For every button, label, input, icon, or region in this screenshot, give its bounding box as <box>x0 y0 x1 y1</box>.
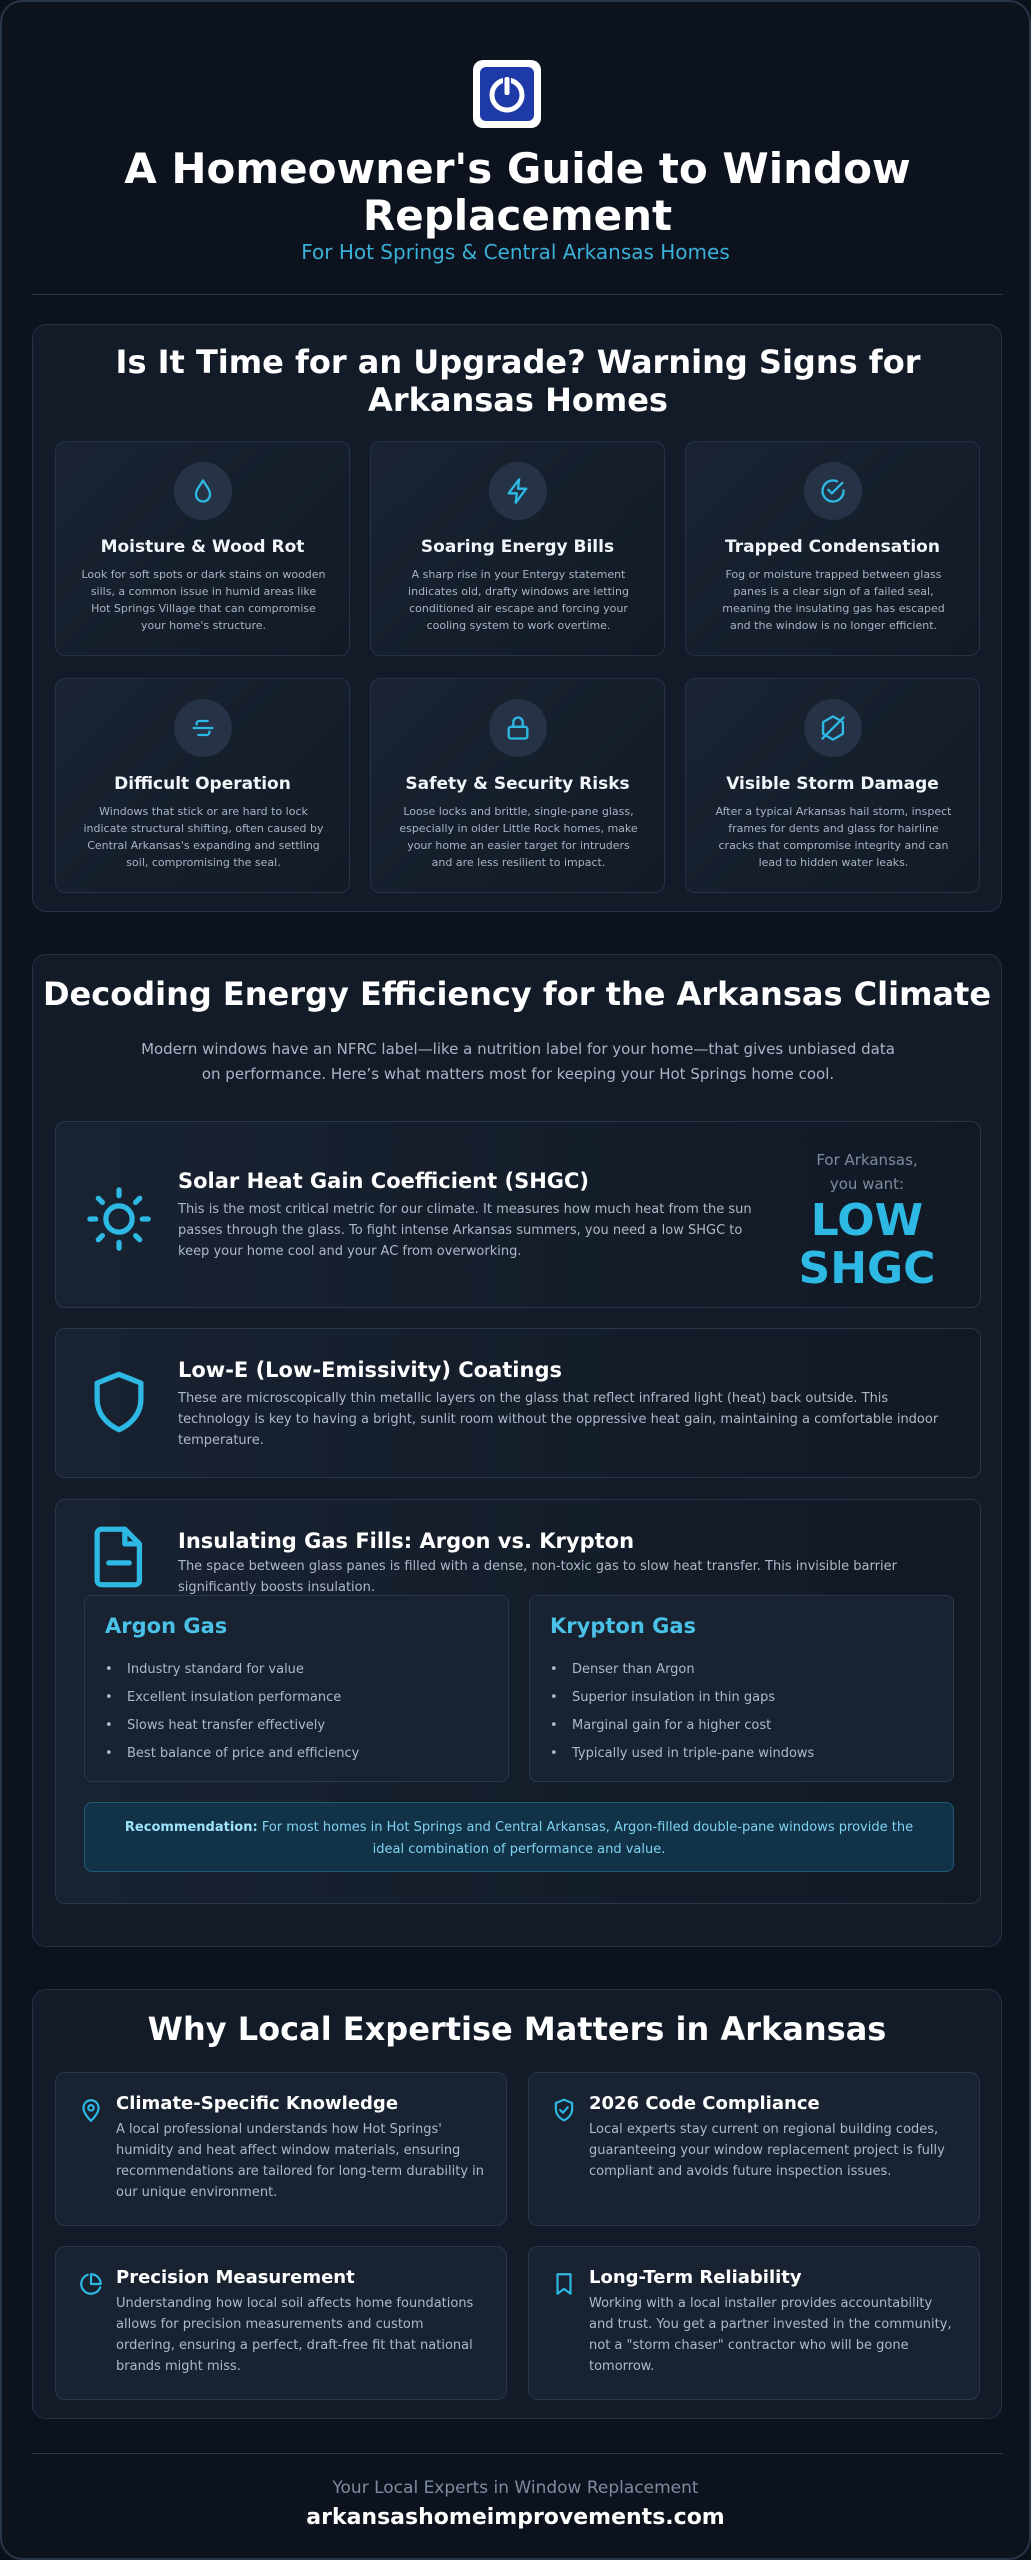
energy-efficiency-section <box>32 954 1002 1947</box>
warning-card <box>55 678 350 893</box>
footer-divider <box>32 2453 1003 2454</box>
section-title: Why Local Expertise Matters in Arkansas <box>147 2010 887 2048</box>
warning-card-title: Soaring Energy Bills <box>420 537 615 557</box>
section-title: Is It Time for an Upgrade? Warning Signs for Arkansas Homes <box>115 343 921 419</box>
list-item: • Slows heat transfer effectively <box>105 1712 359 1740</box>
divider <box>32 294 1003 295</box>
expertise-card <box>528 2246 980 2400</box>
gas-title: Insulating Gas Fills: Argon vs. Krypton <box>178 1529 635 1553</box>
document-icon <box>84 1522 154 1596</box>
strikethrough-icon <box>174 699 232 757</box>
expertise-card <box>528 2072 980 2226</box>
argon-box <box>84 1595 509 1782</box>
bookmark-icon <box>551 2271 577 2301</box>
footer-website-link[interactable]: arkansashomeimprovements.com <box>306 2505 725 2530</box>
lightning-icon <box>489 462 547 520</box>
low-e-desc: These are microscopically thin metallic layers on the glass that reflect infrared light (heat) back outside. This technology is key to having a bright, sunlit room without the oppressive heat gain, maintaining a comfortable indoor temperature. <box>178 1391 939 1448</box>
warning-card <box>685 678 980 893</box>
lock-icon <box>489 699 547 757</box>
water-drop-icon <box>174 462 232 520</box>
expertise-card-desc: Local experts stay current on regional building codes, guaranteeing your window replacement project is fully compliant and avoids future inspection issues. <box>589 2122 945 2179</box>
shgc-desc: This is the most critical metric for our climate. It measures how much heat from the sun passes through the glass. To fight intense Arkansas summers, you need a low SHGC to keep your home cool and your AC from overworking. <box>178 1202 752 1259</box>
gas-desc: The space between glass panes is filled with a dense, non-toxic gas to slow heat transfer. This invisible barrier significantly boosts insulation. <box>178 1559 897 1595</box>
warning-card <box>370 441 665 656</box>
shield-icon <box>84 1367 154 1441</box>
broken-window-icon <box>804 699 862 757</box>
warning-card <box>685 441 980 656</box>
gas-fill-card <box>55 1499 981 1904</box>
expertise-card-title: 2026 Code Compliance <box>589 2093 820 2114</box>
shgc-recommendation <box>792 1148 942 1292</box>
warning-signs-section <box>32 324 1002 912</box>
map-pin-icon <box>78 2097 104 2127</box>
low-e-title: Low-E (Low-Emissivity) Coatings <box>178 1358 562 1382</box>
warning-card-desc: Look for soft spots or dark stains on wooden sills, a common issue in humid areas like Hot Springs Village that can compromise your home's structure. <box>81 568 326 632</box>
warning-card <box>370 678 665 893</box>
pie-chart-icon <box>78 2271 104 2301</box>
shgc-pre-line-1: For Arkansas, <box>816 1151 918 1169</box>
recommendation-box <box>84 1802 954 1872</box>
list-item: • Best balance of price and efficiency <box>105 1740 359 1768</box>
section-intro: Modern windows have an NFRC label—like a nutrition label for your home—that gives unbiased data on performance. Here’s what matters most for keeping your Hot Springs home cool. <box>141 1040 895 1083</box>
list-item: • Denser than Argon <box>550 1656 814 1684</box>
expertise-card-desc: Understanding how local soil affects home foundations allows for precision measurements and custom ordering, ensuring a perfect, draft-free fit that national brands might miss. <box>116 2296 474 2374</box>
shgc-card <box>55 1121 981 1308</box>
warning-card-title: Safety & Security Risks <box>405 774 630 794</box>
list-item: • Excellent insulation performance <box>105 1684 359 1712</box>
warning-card-desc: After a typical Arkansas hail storm, inspect frames for dents and glass for hairline cracks that compromise integrity and can lead to hidden water leaks. <box>715 805 952 869</box>
krypton-box <box>529 1595 954 1782</box>
argon-list <box>105 1656 359 1768</box>
warning-card <box>55 441 350 656</box>
list-item: • Industry standard for value <box>105 1656 359 1684</box>
footer-tagline: Your Local Experts in Window Replacement <box>332 2478 699 2498</box>
recommendation-label: Recommendation: <box>124 1820 258 1835</box>
local-expertise-section <box>32 1989 1002 2419</box>
list-item: • Superior insulation in thin gaps <box>550 1684 814 1712</box>
shgc-big-line-2: SHGC <box>798 1243 936 1294</box>
krypton-list <box>550 1656 814 1768</box>
expertise-card-title: Climate-Specific Knowledge <box>116 2093 399 2114</box>
recommendation-text: For most homes in Hot Springs and Central Arkansas, Argon-filled double-pane windows provide the ideal combination of performance and value. <box>261 1820 914 1857</box>
expertise-card <box>55 2072 507 2226</box>
list-item: • Marginal gain for a higher cost <box>550 1712 814 1740</box>
power-icon <box>480 67 534 121</box>
warning-card-title: Trapped Condensation <box>725 537 940 557</box>
logo <box>473 60 541 128</box>
expertise-card-desc: Working with a local installer provides accountability and trust. You get a partner invested in the community, not a "storm chaser" contractor who will be gone tomorrow. <box>589 2296 952 2374</box>
warning-card-desc: Fog or moisture trapped between glass panes is a clear sign of a failed seal, meaning the insulating gas has escaped and the window is no longer efficient. <box>722 568 945 632</box>
page-subtitle: For Hot Springs & Central Arkansas Homes <box>301 240 730 264</box>
expertise-card <box>55 2246 507 2400</box>
krypton-title: Krypton Gas <box>550 1614 696 1638</box>
sun-icon <box>84 1184 154 1258</box>
shield-check-icon <box>551 2097 577 2127</box>
warning-card-desc: Windows that stick or are hard to lock indicate structural shifting, often caused by Central Arkansas's expanding and settling soil, compromising the seal. <box>83 805 324 869</box>
warning-card-title: Difficult Operation <box>114 774 291 794</box>
low-e-card <box>55 1328 981 1478</box>
warning-card-title: Visible Storm Damage <box>726 774 939 794</box>
expertise-card-title: Precision Measurement <box>116 2267 355 2288</box>
expertise-card-desc: A local professional understands how Hot Springs' humidity and heat affect window materials, ensuring recommendations are tailored for long-term durability in our unique environment. <box>116 2122 485 2200</box>
warning-card-desc: A sharp rise in your Entergy statement indicates old, drafty windows are letting conditioned air escape and forcing your cooling system to work overtime. <box>408 568 629 632</box>
warning-card-desc: Loose locks and brittle, single-pane glass, especially in older Little Rock homes, make your home an easier target for intruders and are less resilient to impact. <box>399 805 638 869</box>
shgc-title: Solar Heat Gain Coefficient (SHGC) <box>178 1169 590 1193</box>
shgc-pre-line-2: you want: <box>829 1175 905 1193</box>
section-title: Decoding Energy Efficiency for the Arkansas Climate <box>42 975 992 1013</box>
page-title: A Homeowner's Guide to Window Replacement <box>124 144 911 240</box>
list-item: • Typically used in triple-pane windows <box>550 1740 814 1768</box>
check-circle-icon <box>804 462 862 520</box>
expertise-card-title: Long-Term Reliability <box>589 2267 802 2288</box>
argon-title: Argon Gas <box>105 1614 228 1638</box>
warning-card-title: Moisture & Wood Rot <box>100 537 305 557</box>
shgc-big-line-1: LOW <box>810 1195 924 1246</box>
